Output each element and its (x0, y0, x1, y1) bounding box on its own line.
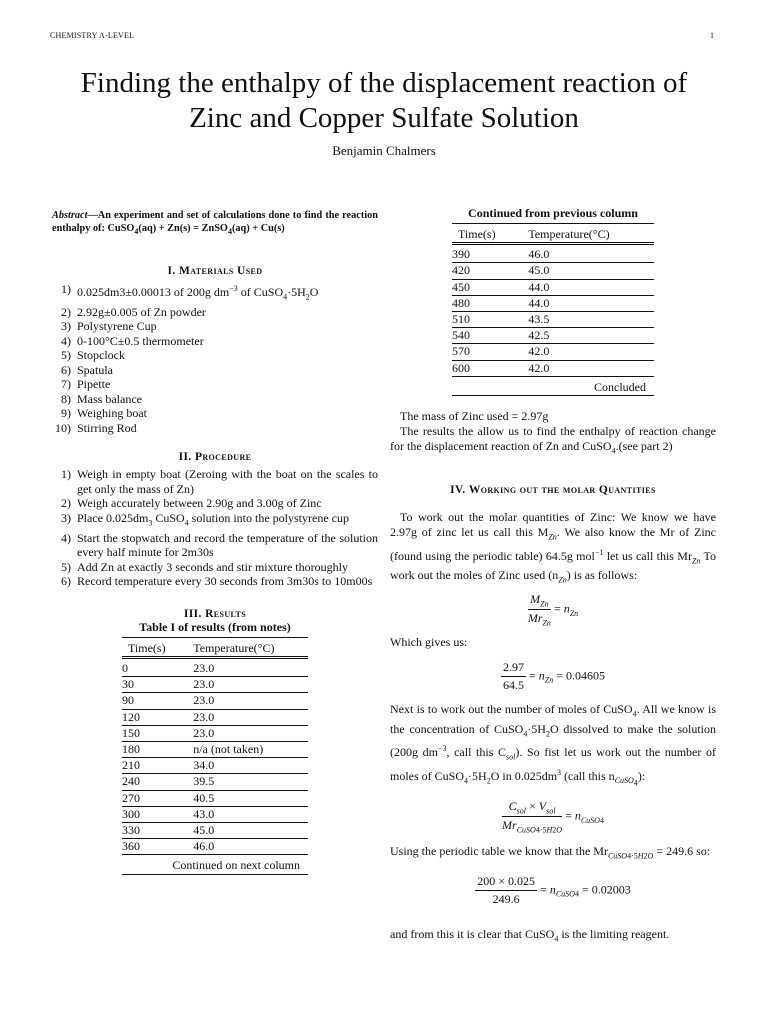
temperature-cell: 45.0 (528, 263, 550, 278)
list-item: 5) Stopclock (61, 348, 125, 363)
list-item: 2) 2.92g±0.005 of Zn powder (61, 304, 206, 319)
mass-text: The mass of Zinc used = 2.97g (400, 409, 549, 424)
table-row (122, 742, 308, 758)
equation-2: $\frac{2.97}{64.5}$ = $n_{Zn} = 0.04605$ (502, 660, 605, 693)
equation-1: $\frac{M_{Zn}}{Mr_{Zn}}$ = $n_{Zn}$ (527, 591, 579, 628)
paper-title (40, 66, 728, 136)
time-cell: 330 (122, 823, 140, 838)
table-row (452, 279, 654, 295)
list-item: 3) Polystyrene Cup (61, 319, 157, 334)
section-materials: I. Materials Used (167, 265, 263, 278)
list-item: 1) Weigh in empty boat (Zeroing with the boat on the scales to get only the mass of Zn) (61, 467, 378, 496)
temperature-cell: n/a (not taken) (193, 742, 264, 757)
time-cell: 360 (122, 839, 140, 854)
time-cell: 600 (452, 360, 470, 375)
temperature-cell: 23.0 (193, 661, 215, 676)
final-paragraph: and from this it is clear that CuSO$_4$ is the limiting reagent. (390, 926, 670, 944)
temperature-cell: 34.0 (193, 758, 215, 773)
list-item: 4) 0-100°C±0.5 thermometer (61, 333, 204, 348)
table-header-row: Time(s) Temperature(°C) (128, 640, 275, 655)
running-header: CHEMISTRY A-LEVEL (50, 31, 135, 40)
table-row (122, 661, 308, 677)
time-cell: 390 (452, 247, 470, 262)
abstract: Abstract—An experiment and set of calculations done to find the reaction enthalpy of: CuSO$_4$(aq) + Zn(s) = ZnSO$_4$(aq) + Cu(s) (52, 210, 378, 236)
table-row (122, 677, 308, 693)
temperature-cell: 44.0 (528, 295, 550, 310)
temperature-cell: 23.0 (193, 725, 215, 740)
list-item: 1) 0.025dm3±0.00013 of 200g $dm^{-3}$ of $CuSO_4\cdot 5H_2O$ (61, 282, 319, 302)
time-cell: 450 (452, 279, 470, 294)
list-item: 9) Weighing boat (61, 406, 148, 421)
table-row (452, 295, 654, 311)
table-row (452, 312, 654, 328)
materials-list (52, 282, 378, 435)
list-item: 4) Start the stopwatch and record the temperature of the solution every half minute for 2m30s (61, 530, 378, 560)
which-gives-text: Which gives us: (390, 635, 468, 650)
left-column (52, 210, 378, 876)
table-row (122, 709, 308, 725)
author: Benjamin Chalmers (332, 143, 436, 158)
list-item: 10) Stirring Rod (55, 420, 137, 435)
abstract-lead: Abstract (52, 210, 88, 221)
table1-footer: Continued on next column (172, 858, 300, 873)
temperature-cell: 43.5 (528, 312, 550, 327)
time-cell: 0 (122, 661, 128, 676)
time-cell: 270 (122, 790, 140, 805)
table2-caption: Continued from previous column (468, 206, 638, 220)
table-row (122, 790, 308, 806)
table-row (452, 344, 654, 360)
time-cell: 420 (452, 263, 470, 278)
cuso4-paragraph: Next is to work out the number of moles of CuSO$_4$. All we know is the concentration of $CuSO_4\cdot 5H_2O$ dissolved to make the solution (200g $dm^{-3}$, call this $C_{sol}$). So fist let us work out the number of moles of $CuSO_4\cdot 5H_2O$ in $0.025dm^3$ (call this $n_{CuSO_4}$): (390, 702, 716, 788)
results-table-1 (122, 637, 308, 876)
time-cell: 120 (122, 709, 140, 724)
table-row (122, 758, 308, 774)
time-cell: 300 (122, 806, 140, 821)
temperature-cell: 40.5 (193, 790, 215, 805)
time-cell: 510 (452, 312, 470, 327)
list-item: 2) Weigh accurately between 2.90g and 3.00g of Zinc (61, 496, 322, 511)
temperature-cell: 46.0 (528, 247, 550, 262)
temperature-cell: 43.0 (193, 806, 215, 821)
temperature-cell: 42.0 (528, 360, 550, 375)
table-row (122, 693, 308, 709)
time-cell: 90 (122, 693, 134, 708)
temperature-cell: 46.0 (193, 839, 215, 854)
equation-3: $\frac{C_{sol} \times V_{sol}}{Mr_{CuSO4\cdot 5H2O}}$ = $n_{CuSO4}$ (502, 798, 604, 835)
temperature-cell: 39.5 (193, 774, 215, 789)
procedure-list (52, 467, 378, 588)
list-item: 3) Place $0.025dm_3$ CuSO$_4$ solution into the polystyrene cup (61, 510, 349, 528)
list-item: 6) Spatula (61, 362, 113, 377)
temperature-cell: 42.5 (528, 328, 550, 343)
list-item: 6) Record temperature every 30 seconds from 3m30s to 10m00s (61, 574, 373, 589)
zinc-paragraph: To work out the molar quantities of Zinc: We know we have 2.97g of zinc let us call this $M_{Zn}$. We also know the Mr of Zinc (found using the periodic table) 64.5g mol$^{-1}$ let us call this $Mr_{Zn}$ To work out the moles of Zinc used $(n_{Zn})$ is as follows: (390, 510, 716, 585)
temperature-cell: 23.0 (193, 693, 215, 708)
equation-4: $\frac{200 \times 0.025}{249.6}$ = $n_{CuSO4} = 0.02003$ (477, 873, 631, 906)
title-line-1: Finding the enthalpy of the displacement reaction of (80, 67, 688, 99)
section-procedure: II. Procedure (178, 451, 252, 464)
time-cell: 540 (452, 328, 470, 343)
table-row (122, 806, 308, 822)
results-paragraph: The results the allow us to find the enthalpy of reaction change for the displacement reaction of Zn and CuSO$_4$.(see part 2) (390, 424, 716, 456)
title-line-2: Zinc and Copper Sulfate Solution (189, 102, 579, 134)
table2-footer: Concluded (594, 379, 646, 394)
temperature-cell: 42.0 (528, 344, 550, 359)
list-item: 5) Add Zn at exactly 3 seconds and stir mixture thoroughly (61, 559, 348, 574)
table-row (122, 823, 308, 839)
time-cell: 480 (452, 295, 470, 310)
table-header-row: Time(s) Temperature(°C) (458, 227, 610, 241)
table-row (452, 328, 654, 344)
time-cell: 180 (122, 742, 140, 757)
table-row (122, 839, 308, 855)
table-row (452, 247, 654, 263)
time-cell: 570 (452, 344, 470, 359)
results-table-2 (452, 223, 654, 397)
temperature-cell: 23.0 (193, 677, 215, 692)
mr-paragraph: Using the periodic table we know that the $Mr_{CuSO4\cdot 5H2O} = 249.6$ so: (390, 844, 711, 861)
table-row (122, 774, 308, 790)
right-column (390, 206, 716, 946)
page-number: 1 (710, 31, 714, 40)
list-item: 8) Mass balance (61, 391, 142, 406)
list-item: 7) Pipette (61, 377, 111, 392)
time-cell: 30 (122, 677, 134, 692)
table1-caption: Table I of results (from notes) (139, 619, 291, 634)
time-cell: 150 (122, 725, 140, 740)
table-row (452, 360, 654, 376)
table-row (122, 725, 308, 741)
time-cell: 240 (122, 774, 140, 789)
section-molar: IV. Working out the molar Quantities (450, 484, 656, 497)
temperature-cell: 44.0 (528, 279, 550, 294)
temperature-cell: 45.0 (193, 823, 215, 838)
table-row (452, 263, 654, 279)
time-cell: 210 (122, 758, 140, 773)
section-results: III. Results (183, 607, 247, 620)
temperature-cell: 23.0 (193, 709, 215, 724)
